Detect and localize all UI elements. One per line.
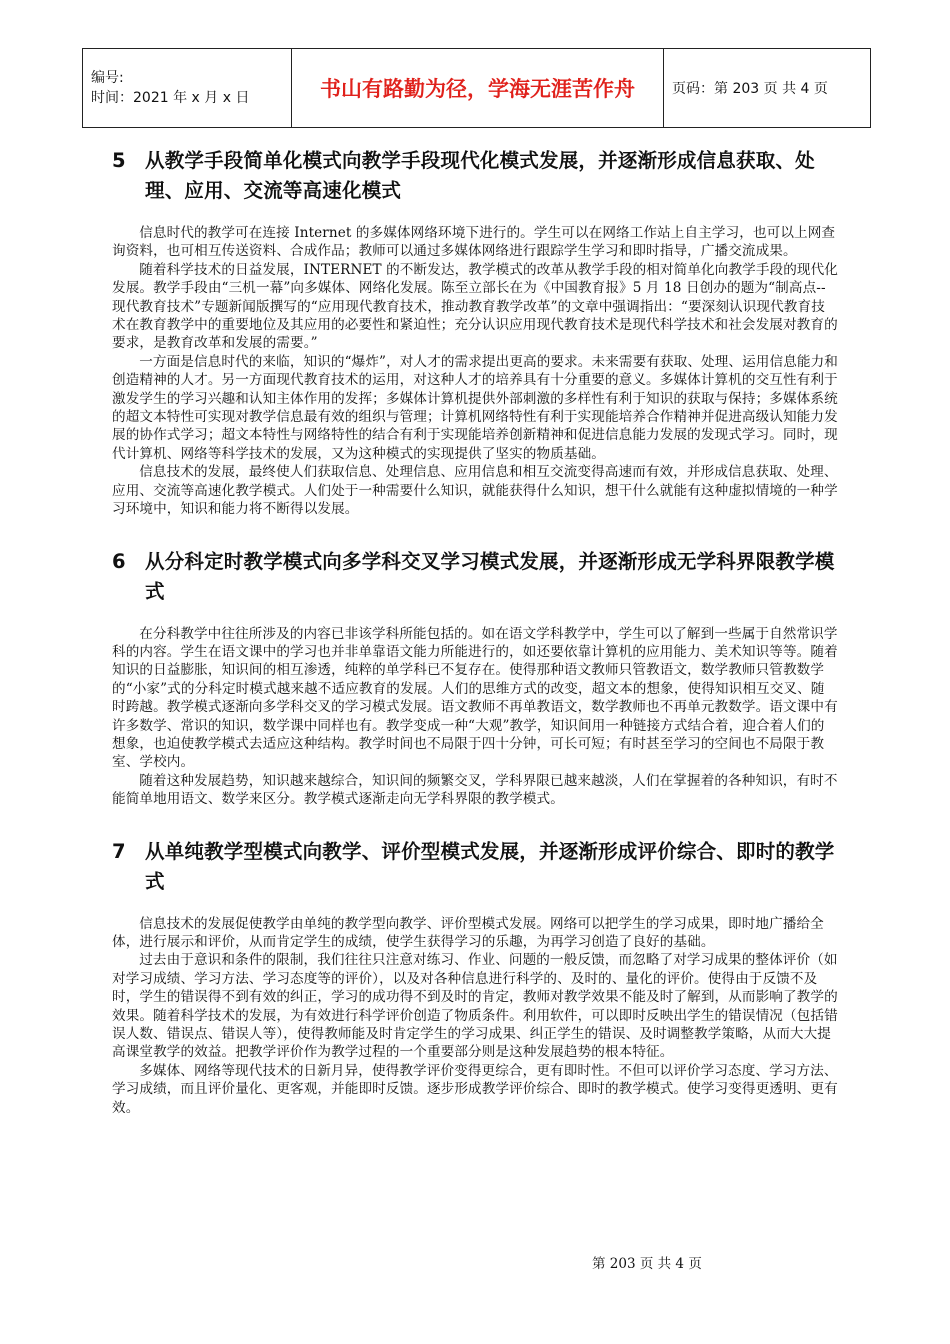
- paragraph: 过去由于意识和条件的限制，我们往往只注意对练习、作业、问题的一般反馈，而忽略了对学习成果的整体评价（如对学习成绩、学习方法、学习态度等的评价），以及对各种信息进行科学的、及时的、量化的评价。使得由于反馈不及时，学生的错误得不到有效的纠正，学习的成功得不到及时的肯定，教师对教学效果不能及时了解到，从而影响了教学的效果。随着科学技术的发展，为有效进行科学评价创造了物质条件。利用软件，可以即时反映出学生的错误情况（包括错误人数、错误点、错误人等），使得教师能及时肯定学生的学习成果、纠正学生的错误、及时调整教学策略，从而大大提高课堂教学的效益。把教学评价作为教学过程的一个重要部分则是这种发展趋势的根本特征。: [112, 952, 838, 1061]
- paragraph: 随着这种发展趋势，知识越来越综合，知识间的频繁交叉，学科界限已越来越淡，人们在掌握着的各种知识，有时不能简单地用语文、数学来区分。教学模式逐渐走向无学科界限的教学模式。: [112, 772, 838, 808]
- section-number: 6: [112, 549, 126, 573]
- section-6: [112, 547, 838, 809]
- section-number: 7: [112, 839, 126, 863]
- header-page-info: 页码：第 203 页 共 4 页: [664, 49, 871, 128]
- paragraph: 多媒体、网络等现代技术的日新月异，使得教学评价变得更综合，更有即时性。不但可以评价学习态度、学习方法、学习成绩，而且评价量化、更客观，并能即时反馈。逐步形成教学评价综合、即时的教学模式。使学习变得更透明、更有效。: [112, 1062, 838, 1116]
- section-title: [112, 146, 838, 206]
- page-footer: 第 203 页 共 4 页: [592, 1256, 702, 1272]
- header-meta-cell: [83, 49, 292, 128]
- section-title-text: 从单纯教学型模式向教学、评价型模式发展，并逐渐形成评价综合、即时的教学式: [145, 839, 835, 893]
- header-table: [82, 48, 871, 128]
- document-time-label: 时间：2021 年 x 月 x 日: [91, 90, 250, 106]
- paragraph: 在分科教学中往往所涉及的内容已非该学科所能包括的。如在语文学科教学中，学生可以了解到一些属于自然常识学科的内容。学生在语文课中的学习也并非单靠语文能力所能进行的，如还要依靠计算机的应用能力、美术知识等等。随着知识的日益膨胀，知识间的相互渗透，纯粹的单学科已不复存在。使得那种语文教师只管教语文，数学教师只管教数学的“小家”式的分科定时模式越来越不适应教育的发展。人们的思维方式的改变，超文本的想象，使得知识相互交叉、随时跨越。教学模式逐渐向多学科交叉的学习模式发展。语文教师不再单教语文，数学教师也不再单元教数学。语文课中有许多数学、常识的知识，数学课中同样也有。教学变成一种“大观”教学，知识间用一种链接方式结合着，迎合着人们的想象，也迫使教学模式去适应这种结构。教学时间也不局限于四十分钟，可长可短；有时甚至学习的空间也不局限于教室、学校内。: [112, 625, 838, 771]
- paragraph: 信息技术的发展，最终使人们获取信息、处理信息、应用信息和相互交流变得高速而有效，并形成信息获取、处理、应用、交流等高速化教学模式。人们处于一种需要什么知识，就能获得什么知识，想干什么就能有这种虚拟情境的一种学习环境中，知识和能力将不断得以发展。: [112, 464, 838, 518]
- section-title-text: 从分科定时教学模式向多学科交叉学习模式发展，并逐渐形成无学科界限教学模式: [145, 549, 835, 603]
- section-5: [112, 146, 838, 519]
- section-spacer: [112, 809, 838, 837]
- section-spacer: [112, 519, 838, 547]
- section-title: [112, 837, 838, 897]
- document-body: [112, 146, 838, 1117]
- paragraph: 信息技术的发展促使教学由单纯的教学型向教学、评价型模式发展。网络可以把学生的学习成果，即时地广播给全体，进行展示和评价，从而肯定学生的成绩，使学生获得学习的乐趣，为再学习创造了良好的基础。: [112, 915, 824, 950]
- header-motto: 书山有路勤为径，学海无涯苦作舟: [292, 49, 664, 128]
- paragraph: 信息时代的教学可在连接 Internet 的多媒体网络环境下进行的。学生可以在网络工作站上自主学习，也可以上网查询资料，也可相互传送资料、合成作品；教师可以通过多媒体网络进行跟踪学生学习和即时指导，广播交流成果。: [112, 225, 836, 260]
- section-title: [112, 547, 838, 607]
- document-number-label: 编号:: [91, 70, 124, 86]
- section-number: 5: [112, 149, 126, 172]
- paragraph: 一方面是信息时代的来临，知识的“爆炸”，对人才的需求提出更高的要求。未来需要有获取、处理、运用信息能力和创造精神的人才。另一方面现代教育技术的运用，对这种人才的培养具有十分重要的意义。多媒体计算机的交互性有利于激发学生的学习兴趣和认知主体作用的发挥；多媒体计算机提供外部刺激的多样性有利于知识的获取与保持；多媒体系统的超文本特性可实现对教学信息最有效的组织与管理；计算机网络特性有利于实现能培养合作精神并促进高级认知能力发展的协作式学习；超文本特性与网络特性的结合有利于实现能培养创新精神和促进信息能力发展的发现式学习。同时，现代计算机、网络等科学技术的发展，又为这种模式的实现提供了坚实的物质基础。: [112, 353, 838, 462]
- section-title-text: 从教学手段简单化模式向教学手段现代化模式发展，并逐渐形成信息获取、处理、应用、交流等高速化模式: [145, 149, 815, 202]
- paragraph: 随着科学技术的日益发展，INTERNET 的不断发达，教学模式的改革从教学手段的相对简单化向教学手段的现代化发展。教学手段由“三机一幕”向多媒体、网络化发展。陈至立部长在为《中国教育报》5 月 18 日创办的题为“制高点--现代教育技术”专题新闻版撰写的“应用现代教育技术，推动教育教学改革”的文章中强调指出：“要深刻认识现代教育技术在教育教学中的重要地位及其应用的必要性和紧迫性；充分认识应用现代教育技术是现代科学技术和社会发展对教育的要求，是教育改革和发展的需要。”: [112, 261, 838, 352]
- section-7: [112, 837, 838, 1117]
